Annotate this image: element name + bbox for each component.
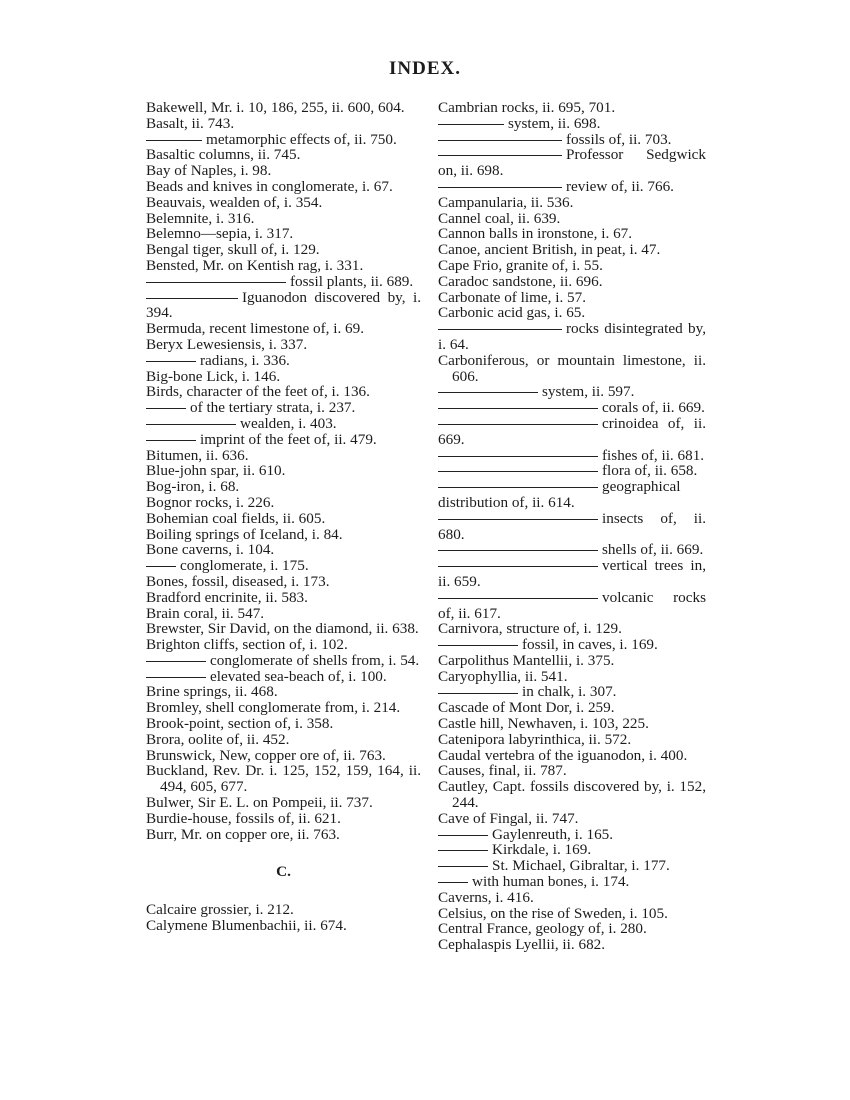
index-entry	[438, 763, 706, 779]
index-entry-text: rocks disintegrated by, i. 64.	[438, 320, 706, 353]
index-entry-text: Cape Frio, granite of, i. 55.	[438, 256, 603, 274]
index-entry	[438, 653, 706, 669]
index-entry	[146, 321, 421, 337]
ditto-rule	[146, 566, 176, 567]
index-entry-text: vertical trees in, ii. 659.	[438, 557, 706, 590]
ditto-rule	[438, 155, 562, 156]
index-entry-text: Belemno—sepia, i. 317.	[146, 225, 294, 243]
index-list-c-start	[146, 902, 421, 934]
index-entry-text: Cautley, Capt. fossils discovered by, i. 152, 244.	[438, 778, 706, 812]
index-entry-text: fishes of, ii. 681.	[602, 446, 705, 464]
index-entry-text: Basaltic columns, ii. 745.	[146, 146, 301, 164]
index-entry	[146, 337, 421, 353]
index-entry-text: Brighton cliffs, section of, i. 102.	[146, 636, 348, 654]
index-entry	[438, 179, 706, 195]
index-entry-text: Bones, fossil, diseased, i. 173.	[146, 572, 330, 590]
index-entry	[438, 353, 706, 385]
index-entry-text: of the tertiary strata, i. 237.	[190, 399, 356, 417]
index-entry-text: Calymene Blumenbachii, ii. 674.	[146, 917, 347, 935]
index-entry-text: Bognor rocks, i. 226.	[146, 493, 275, 511]
index-entry-text: Bromley, shell conglomerate from, i. 214.	[146, 699, 401, 717]
index-entry-text: Brewster, Sir David, on the diamond, ii. 638.	[146, 620, 419, 638]
index-entry	[146, 211, 421, 227]
index-entry	[146, 527, 421, 543]
index-entry-text: Cambrian rocks, ii. 695, 701.	[438, 99, 616, 116]
index-entry	[438, 637, 706, 653]
index-entry	[438, 258, 706, 274]
index-entry-text: Carnivora, structure of, i. 129.	[438, 620, 622, 638]
index-entry	[146, 795, 421, 811]
ditto-rule	[438, 693, 518, 694]
index-entry-text: Beads and knives in conglomerate, i. 67.	[146, 177, 393, 195]
index-entry	[438, 100, 706, 116]
index-entry	[438, 290, 706, 306]
ditto-rule	[438, 835, 488, 836]
index-entry-text: flora of, ii. 658.	[602, 462, 698, 480]
ditto-rule	[438, 424, 598, 425]
index-entry	[438, 732, 706, 748]
index-entry	[438, 700, 706, 716]
index-entry	[438, 226, 706, 242]
index-entry-text: fossil, in caves, i. 169.	[522, 636, 658, 654]
index-entry-text: Brook-point, section of, i. 358.	[146, 715, 334, 733]
index-entry	[146, 621, 421, 637]
index-entry	[438, 274, 706, 290]
ditto-rule	[438, 408, 598, 409]
index-entry-text: crinoidea of, ii. 669.	[438, 414, 706, 448]
index-entry	[146, 226, 421, 242]
index-entry-text: conglomerate, i. 175.	[180, 557, 309, 575]
index-entry-text: corals of, ii. 669.	[602, 399, 705, 417]
index-entry	[146, 448, 421, 464]
index-entry-text: Buckland, Rev. Dr. i. 125, 152, 159, 164, ii. 494, 605, 677.	[146, 762, 421, 796]
index-entry-text: Belemnite, i. 316.	[146, 209, 255, 227]
index-entry-text: Caverns, i. 416.	[438, 888, 534, 906]
index-entry	[438, 384, 706, 400]
index-entry-text: wealden, i. 403.	[240, 414, 337, 432]
index-entry-text: radians, i. 336.	[200, 351, 290, 369]
index-entry-text: Iguanodon discovered by, i. 394.	[146, 288, 421, 322]
index-entry	[438, 511, 706, 543]
index-entry	[146, 653, 421, 669]
section-heading: C.	[276, 863, 291, 881]
index-entry	[146, 242, 421, 258]
index-entry	[438, 906, 706, 922]
index-entry-text: St. Michael, Gibraltar, i. 177.	[492, 857, 670, 875]
index-entry-text: Bog-iron, i. 68.	[146, 478, 240, 496]
index-entry	[438, 463, 706, 479]
ditto-rule	[438, 850, 488, 851]
index-entry-text: Boiling springs of Iceland, i. 84.	[146, 525, 343, 543]
index-entry	[146, 432, 421, 448]
index-entry	[146, 100, 421, 116]
index-entry	[146, 147, 421, 163]
ditto-rule	[438, 550, 598, 551]
index-entry-text: Bohemian coal fields, ii. 605.	[146, 509, 326, 527]
index-entry	[438, 779, 706, 811]
index-column-left	[146, 100, 421, 934]
index-entry	[438, 558, 706, 590]
index-entry	[146, 574, 421, 590]
index-entry	[438, 400, 706, 416]
index-entry	[438, 621, 706, 637]
index-entry-text: Bone caverns, i. 104.	[146, 541, 275, 559]
ditto-rule	[146, 361, 196, 362]
index-entry-text: Bradford encrinite, ii. 583.	[146, 588, 308, 606]
index-entry	[146, 195, 421, 211]
index-entry	[438, 195, 706, 211]
index-entry-text: fossil plants, ii. 689.	[290, 272, 414, 290]
index-entry	[146, 558, 421, 574]
index-entry-text: Caradoc sandstone, ii. 696.	[438, 272, 603, 290]
index-entry	[438, 811, 706, 827]
index-entry-text: Bengal tiger, skull of, i. 129.	[146, 241, 320, 259]
index-entry	[146, 179, 421, 195]
ditto-rule	[438, 187, 562, 188]
index-entry	[146, 274, 421, 290]
index-entry	[438, 827, 706, 843]
index-entry	[438, 669, 706, 685]
ditto-rule	[438, 566, 598, 567]
index-entry-text: Beauvais, wealden of, i. 354.	[146, 193, 323, 211]
index-entry	[438, 684, 706, 700]
index-entry-text: Campanularia, ii. 536.	[438, 193, 574, 211]
ditto-rule	[438, 519, 598, 520]
index-entry-text: Catenipora labyrinthica, ii. 572.	[438, 730, 632, 748]
index-entry	[146, 495, 421, 511]
index-entry	[146, 463, 421, 479]
index-entry	[146, 748, 421, 764]
index-entry	[146, 511, 421, 527]
index-entry	[146, 669, 421, 685]
ditto-rule	[438, 866, 488, 867]
index-entry-text: volcanic rocks of, ii. 617.	[438, 588, 706, 622]
index-entry	[438, 305, 706, 321]
index-entry	[438, 448, 706, 464]
index-entry-text: geographical distribution of, ii. 614.	[438, 478, 681, 511]
index-entry-text: Basalt, ii. 743.	[146, 114, 235, 132]
index-entry	[438, 211, 706, 227]
index-entry	[438, 921, 706, 937]
index-entry	[146, 258, 421, 274]
index-entry-text: Bitumen, ii. 636.	[146, 446, 249, 464]
ditto-rule	[438, 124, 504, 125]
index-entry	[438, 858, 706, 874]
index-entry-text: Cephalaspis Lyellii, ii. 682.	[438, 936, 606, 954]
index-entry-text: Castle hill, Newhaven, i. 103, 225.	[438, 715, 649, 733]
index-entry	[438, 242, 706, 258]
index-entry	[438, 116, 706, 132]
ditto-rule	[146, 677, 206, 678]
index-entry	[438, 321, 706, 353]
index-entry-text: Central France, geology of, i. 280.	[438, 920, 647, 938]
ditto-rule	[438, 471, 598, 472]
index-list-b	[146, 100, 421, 842]
index-entry-text: Cannel coal, ii. 639.	[438, 209, 561, 227]
index-entry	[146, 811, 421, 827]
index-entry-text: conglomerate of shells from, i. 54.	[210, 651, 420, 669]
index-entry-text: system, ii. 698.	[508, 114, 601, 132]
index-entry-text: Burr, Mr. on copper ore, ii. 763.	[146, 825, 340, 843]
ditto-rule	[438, 645, 518, 646]
index-entry-text: Birds, character of the feet of, i. 136.	[146, 383, 370, 401]
index-entry-text: Carbonic acid gas, i. 65.	[438, 304, 586, 322]
index-entry-text: Kirkdale, i. 169.	[492, 841, 592, 859]
index-entry-text: Gaylenreuth, i. 165.	[492, 825, 614, 843]
index-entry	[146, 637, 421, 653]
index-entry-text: Brine springs, ii. 468.	[146, 683, 278, 701]
index-entry-text: Carbonate of lime, i. 57.	[438, 288, 587, 306]
index-entry-text: Carpolithus Mantellii, i. 375.	[438, 651, 615, 669]
ditto-rule	[438, 456, 598, 457]
index-entry-text: Blue-john spar, ii. 610.	[146, 462, 286, 480]
index-entry	[146, 400, 421, 416]
index-entry	[146, 353, 421, 369]
index-entry	[146, 384, 421, 400]
index-entry-text: elevated sea-beach of, i. 100.	[210, 667, 387, 685]
index-entry-text: Caryophyllia, ii. 541.	[438, 667, 568, 685]
index-entry-text: Bulwer, Sir E. L. on Pompeii, ii. 737.	[146, 794, 373, 812]
index-entry	[438, 542, 706, 558]
index-entry-text: Canoe, ancient British, in peat, i. 47.	[438, 241, 661, 259]
index-entry	[438, 132, 706, 148]
index-entry-text: insects of, ii. 680.	[438, 509, 706, 543]
index-entry-text: in chalk, i. 307.	[522, 683, 617, 701]
index-entry-text: Bakewell, Mr. i. 10, 186, 255, ii. 600, 604.	[146, 99, 405, 116]
index-entry-text: Celsius, on the rise of Sweden, i. 105.	[438, 904, 668, 922]
index-entry	[146, 700, 421, 716]
index-entry-text: fossils of, ii. 703.	[566, 130, 672, 148]
index-entry-text: review of, ii. 766.	[566, 177, 674, 195]
index-entry	[146, 902, 421, 918]
index-entry	[146, 918, 421, 934]
index-entry-text: Cannon balls in ironstone, i. 67.	[438, 225, 633, 243]
index-entry-text: imprint of the feet of, ii. 479.	[200, 430, 377, 448]
ditto-rule	[146, 140, 202, 141]
index-entry-text: Bensted, Mr. on Kentish rag, i. 331.	[146, 256, 364, 274]
index-entry	[438, 479, 706, 511]
ditto-rule	[438, 882, 468, 883]
ditto-rule	[438, 487, 598, 488]
ditto-rule	[146, 440, 196, 441]
index-entry	[438, 416, 706, 448]
index-entry	[146, 290, 421, 322]
index-entry	[146, 116, 421, 132]
index-entry	[146, 479, 421, 495]
index-entry	[146, 590, 421, 606]
page-title: INDEX.	[389, 58, 461, 79]
index-entry-text: Causes, final, ii. 787.	[438, 762, 567, 780]
index-entry-text: Bermuda, recent limestone of, i. 69.	[146, 320, 365, 338]
index-entry-text: Cave of Fingal, ii. 747.	[438, 809, 579, 827]
index-entry	[146, 416, 421, 432]
index-entry-text: Cascade of Mont Dor, i. 259.	[438, 699, 615, 717]
index-entry	[438, 716, 706, 732]
index-entry-text: Bay of Naples, i. 98.	[146, 162, 272, 180]
ditto-rule	[438, 598, 598, 599]
index-entry-text: Caudal vertebra of the iguanodon, i. 400.	[438, 746, 688, 764]
index-list-c	[438, 100, 706, 953]
index-entry-text: shells of, ii. 669.	[602, 541, 704, 559]
index-entry	[438, 890, 706, 906]
index-entry-text: metamorphic effects of, ii. 750.	[206, 130, 397, 148]
ditto-rule	[146, 661, 206, 662]
index-entry	[438, 590, 706, 622]
index-entry	[438, 147, 706, 179]
index-entry-text: Carboniferous, or mountain limestone, ii. 606.	[438, 351, 706, 385]
index-entry	[146, 163, 421, 179]
index-entry	[438, 748, 706, 764]
index-entry-text: Big-bone Lick, i. 146.	[146, 367, 281, 385]
index-entry	[146, 369, 421, 385]
index-entry	[146, 716, 421, 732]
index-entry-text: Calcaire grossier, i. 212.	[146, 901, 294, 919]
index-entry-text: Brunswick, New, copper ore of, ii. 763.	[146, 746, 386, 764]
index-entry	[146, 684, 421, 700]
ditto-rule	[146, 408, 186, 409]
index-entry	[438, 874, 706, 890]
index-entry	[146, 732, 421, 748]
ditto-rule	[146, 424, 236, 425]
index-entry	[146, 827, 421, 843]
index-entry	[146, 542, 421, 558]
index-entry	[146, 132, 421, 148]
ditto-rule	[438, 140, 562, 141]
ditto-rule	[438, 329, 562, 330]
index-entry-text: Professor Sedgwick on, ii. 698.	[438, 146, 706, 180]
index-entry-text: with human bones, i. 174.	[472, 873, 630, 891]
ditto-rule	[438, 392, 538, 393]
index-entry-text: Beryx Lewesiensis, i. 337.	[146, 335, 308, 353]
index-entry	[438, 937, 706, 953]
index-entry-text: Burdie-house, fossils of, ii. 621.	[146, 809, 341, 827]
index-entry	[438, 842, 706, 858]
index-entry-text: Brain coral, ii. 547.	[146, 604, 265, 622]
index-entry-text: Brora, oolite of, ii. 452.	[146, 730, 290, 748]
ditto-rule	[146, 298, 238, 299]
index-column-right	[438, 100, 706, 953]
index-entry-text: system, ii. 597.	[542, 383, 635, 401]
index-entry	[146, 763, 421, 795]
index-entry	[146, 606, 421, 622]
ditto-rule	[146, 282, 286, 283]
